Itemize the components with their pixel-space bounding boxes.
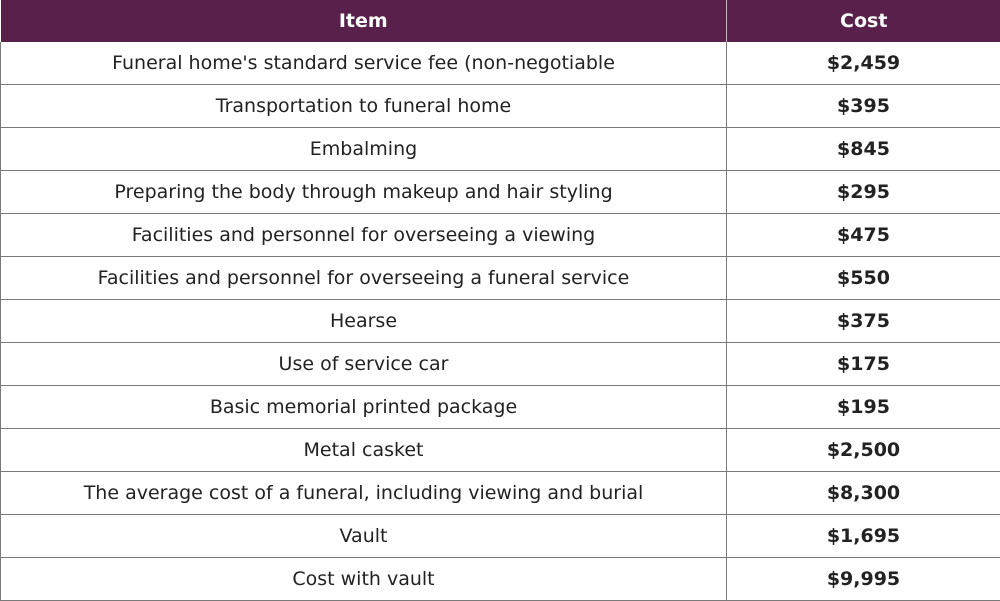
cost-cell: $1,695 (727, 515, 1000, 558)
table-row (1, 300, 1000, 343)
item-cell: Embalming (1, 128, 727, 171)
item-cell: Use of service car (1, 343, 727, 386)
table-row (1, 386, 1000, 429)
table-row (1, 343, 1000, 386)
table-row (1, 429, 1000, 472)
item-cell: Hearse (1, 300, 727, 343)
cost-cell: $175 (727, 343, 1000, 386)
cost-cell: $8,300 (727, 472, 1000, 515)
item-cell: Facilities and personnel for overseeing a viewing (1, 214, 727, 257)
header-row (1, 0, 1000, 42)
table-row (1, 515, 1000, 558)
table-body (1, 42, 1000, 601)
item-cell: Cost with vault (1, 558, 727, 601)
cost-cell: $9,995 (727, 558, 1000, 601)
item-cell: Vault (1, 515, 727, 558)
item-cell: The average cost of a funeral, including viewing and burial (1, 472, 727, 515)
table-header (1, 0, 1000, 42)
item-cell: Funeral home's standard service fee (non-negotiable (1, 42, 727, 85)
item-cell: Transportation to funeral home (1, 85, 727, 128)
cost-cell: $2,459 (727, 42, 1000, 85)
cost-cell: $845 (727, 128, 1000, 171)
item-cell: Metal casket (1, 429, 727, 472)
cost-cell: $295 (727, 171, 1000, 214)
cost-cell: $550 (727, 257, 1000, 300)
item-cell: Preparing the body through makeup and hair styling (1, 171, 727, 214)
table-row (1, 257, 1000, 300)
table-row (1, 214, 1000, 257)
table-row (1, 472, 1000, 515)
table-row (1, 171, 1000, 214)
column-header-cost: Cost (727, 0, 1000, 42)
cost-cell: $2,500 (727, 429, 1000, 472)
item-cell: Basic memorial printed package (1, 386, 727, 429)
table-row (1, 42, 1000, 85)
item-cell: Facilities and personnel for overseeing a funeral service (1, 257, 727, 300)
table-row (1, 85, 1000, 128)
cost-cell: $375 (727, 300, 1000, 343)
cost-cell: $195 (727, 386, 1000, 429)
cost-cell: $395 (727, 85, 1000, 128)
cost-cell: $475 (727, 214, 1000, 257)
table-row (1, 128, 1000, 171)
column-header-item: Item (1, 0, 727, 42)
table-row (1, 558, 1000, 601)
